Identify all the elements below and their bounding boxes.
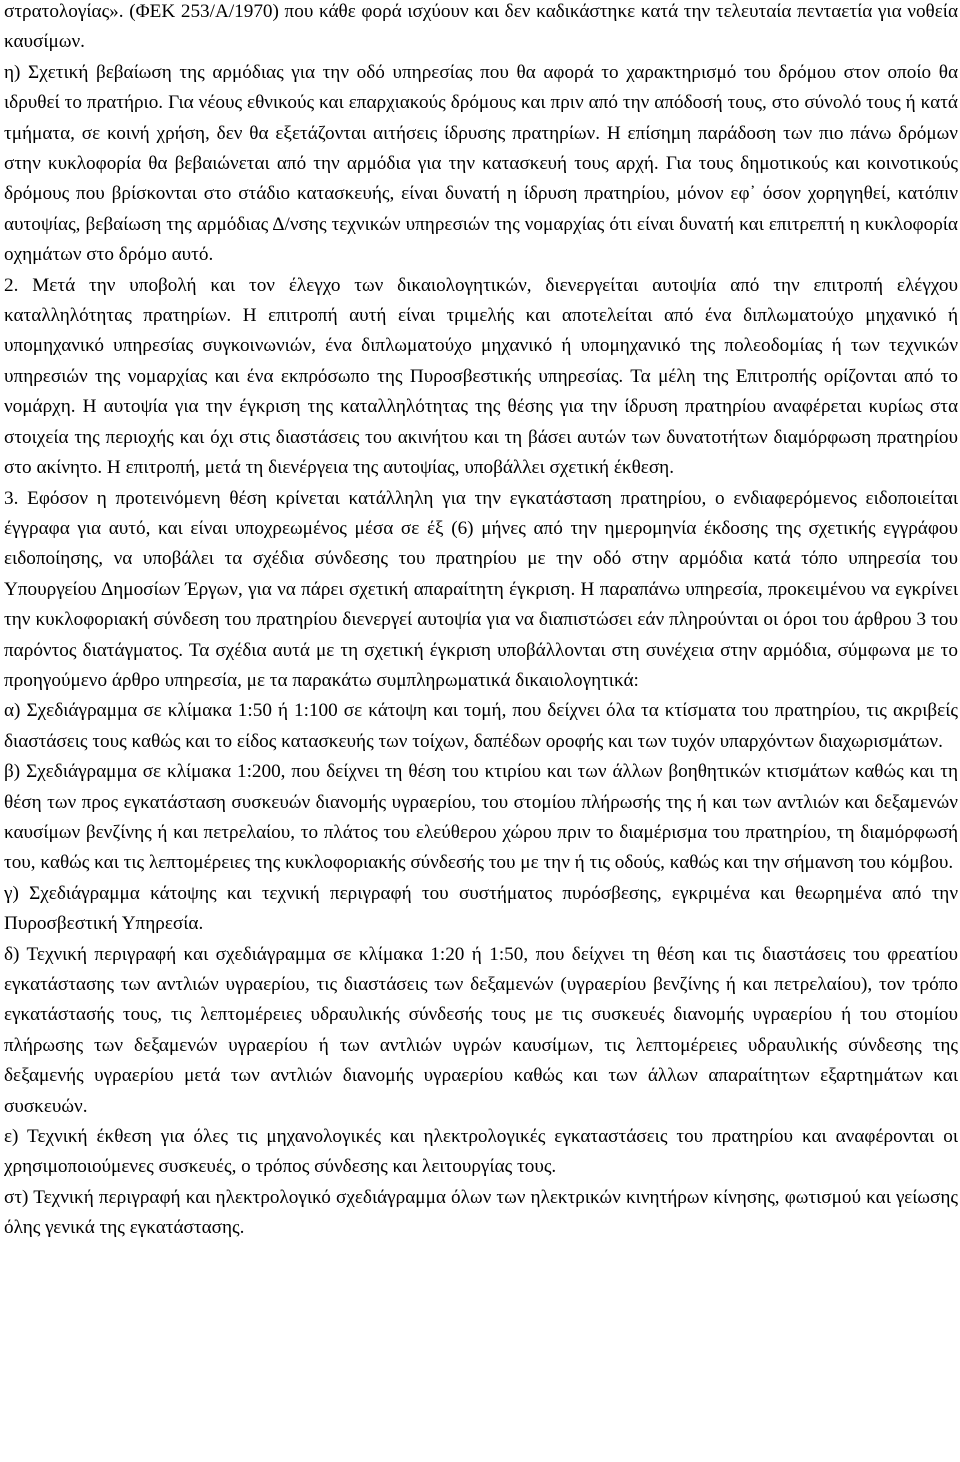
paragraph-item-e: ε) Τεχνική έκθεση για όλες τις μηχανολογικές και ηλεκτρολογικές εγκαταστάσεις του πρατηρίου και αναφέρονται οι χρησιμοποιούμενες συσκευές, ο τρόπος σύνδεσης και λειτουργίας τους. <box>4 1126 958 1178</box>
paragraph-item-eta: η) Σχετική βεβαίωση της αρμόδιας για την οδό υπηρεσίας που θα αφορά το χαρακτηρισμό του δρόμου στον οποίο θα ιδρυθεί το πρατήριο. Για νέους εθνικούς και επαρχιακούς δρόμους και πριν από την απόδοσή τους, στο σύνολό τους ή κατά τμήματα, σε κοινή χρήση, δεν θα εξετάζονται αιτήσεις ίδρυσης πρατηρίων. Η επίσημη παράδοση των πιο πάνω δρόμων στην κυκλοφορία θα βεβαιώνεται από την αρμόδια για την κατασκευή τους αρχή. Για τους δημοτικούς και κοινοτικούς δρόμους που βρίσκονται στο στάδιο κατασκευής, είναι δυνατή η ίδρυση πρατηρίου, μόνον εφ᾿ όσον χορηγηθεί, κατόπιν αυτοψίας, βεβαίωση της αρμόδιας Δ/νσης τεχνικών υπηρεσιών της νομαρχίας ότι είναι δυνατή και επιτρεπτή η κυκλοφορία οχημάτων στο δρόμο αυτό. <box>4 61 958 266</box>
paragraph-item-b: β) Σχεδιάγραμμα σε κλίμακα 1:200, που δείχνει τη θέση του κτιρίου και των άλλων βοηθητικών κτισμάτων καθώς και τη θέση των προς εγκατάσταση συσκευών διανομής υγραερίου, του στομίου πλήρωσής της ή και των αντλιών και δεξαμενών καυσίμων βενζίνης ή και πετρελαίου, το πλάτος του ελεύθερου χώρου πριν το διαμέρισμα του πρατηρίου, τη διαμόρφωσή του, καθώς και τις λεπτομέρειες της κυκλοφοριακής σύνδεσής του με την ή τις οδούς, καθώς και την σήμανση του κόμβου. <box>4 761 958 874</box>
paragraph-item-st: στ) Τεχνική περιγραφή και ηλεκτρολογικό σχεδιάγραμμα όλων των ηλεκτρικών κινητήρων κίνησης, φωτισμού και γείωσης όλης γενικά της εγκατάστασης. <box>4 1186 958 1239</box>
paragraph-2: 2. Μετά την υποβολή και τον έλεγχο των δικαιολογητικών, διενεργείται αυτοψία από την επιτροπή ελέγχου καταλληλότητας πρατηρίων. Η επιτροπή αυτή είναι τριμελής και αποτελείται από ένα διπλωματούχο μηχανικό ή υπομηχανικό υπηρεσίας συγκοινωνιών, ένα διπλωματούχο μηχανικό ή υπομηχανικό της πολεοδομίας ή των τεχνικών υπηρεσιών της νομαρχίας και ένα εκπρόσωπο της Πυροσβεστικής υπηρεσίας. Τα μέλη της Επιτροπής ορίζονται από το νομάρχη. Η αυτοψία για την έγκριση της καταλληλότητας της θέσης για την ίδρυση πρατηρίου αναφέρεται κυρίως στα στοιχεία της περιοχής και όχι στις διαστάσεις του ακινήτου και τη βάσει αυτών των δυνατοτήτων διαμόρφωση πρατηρίου στο ακίνητο. Η επιτροπή, μετά τη διενέργεια της αυτοψίας, υποβάλλει σχετική έκθεση. <box>4 274 958 479</box>
paragraph-3: 3. Εφόσον η προτεινόμενη θέση κρίνεται κατάλληλη για την εγκατάσταση πρατηρίου, ο ενδιαφερόμενος ειδοποιείται έγγραφα για αυτό, και είναι υποχρεωμένος μέσα σε έξ (6) μήνες από την ημερομηνία έκδοσης της σχετικής εγγράφου ειδοποίησης, να υποβάλει τα σχέδια σύνδεσης του πρατηρίου με την οδό στην αρμόδια κατά τόπο υπηρεσία του Υπουργείου Δημοσίων Έργων, για να πάρει σχετική απαραίτητη έγκριση. Η παραπάνω υπηρεσία, προκειμένου να εγκρίνει την κυκλοφοριακή σύνδεση του πρατηρίου διενεργεί αυτοψία για να διαπιστώσει εάν πληρούνται οι όροι του άρθρου 3 του παρόντος διατάγματος. Τα σχέδια αυτά με τη σχετική έγκριση υποβάλλονται στη συνέχεια στην αρμόδια, σύμφωνα με το προηγούμενο άρθρο υπηρεσία, με τα παρακάτω συμπληρωματικά δικαιολογητικά: <box>4 487 958 691</box>
paragraph-item-c: γ) Σχεδιάγραμμα κάτοψης και τεχνική περιγραφή του συστήματος πυρόσβεσης, εγκριμένα και θεωρημένα από την Πυροσβεστική Υπηρεσία. <box>4 882 958 935</box>
paragraph-item-a: α) Σχεδιάγραμμα σε κλίμακα 1:50 ή 1:100 σε κάτοψη και τομή, που δείχνει όλα τα κτίσματα του πρατηρίου, τις ακριβείς διαστάσεις τους καθώς και το είδος κατασκευής των τοίχων, δαπέδων οροφής και των τυχόν υπαρχόντων διαχωρισμάτων. <box>4 700 958 752</box>
paragraph-continuation: στρατολογίας». (ΦΕΚ 253/Α/1970) που κάθε φορά ισχύουν και δεν καδικάστηκε κατά την τελευταία πενταετία για νοθεία καυσίμων. <box>4 1 958 53</box>
paragraph-item-d: δ) Τεχνική περιγραφή και σχεδιάγραμμα σε κλίμακα 1:20 ή 1:50, που δείχνει τη θέση και τις διαστάσεις του φρεατίου εγκατάστασης των αντλιών υγραερίου, τις διαστάσεις των δεξαμενών (υγραερίου βενζίνης ή και πετρελαίου), τον τρόπο εγκατάστασής τους, τις λεπτομέρειες υδραυλικής σύνδεσής τους με τις συσκευές διανομής υγραερίου ή του στομίου πλήρωσης των δεξαμενών υγραερίου ή των αντλιών υγρών καυσίμων, τις λεπτομέρειες υδραυλικής σύνδεσης της δεξαμενής υγραερίου μετά των αντλιών διανομής υγραερίου καθώς και των άλλων απαραίτητων εξαρτημάτων και συσκευών. <box>4 943 958 1117</box>
